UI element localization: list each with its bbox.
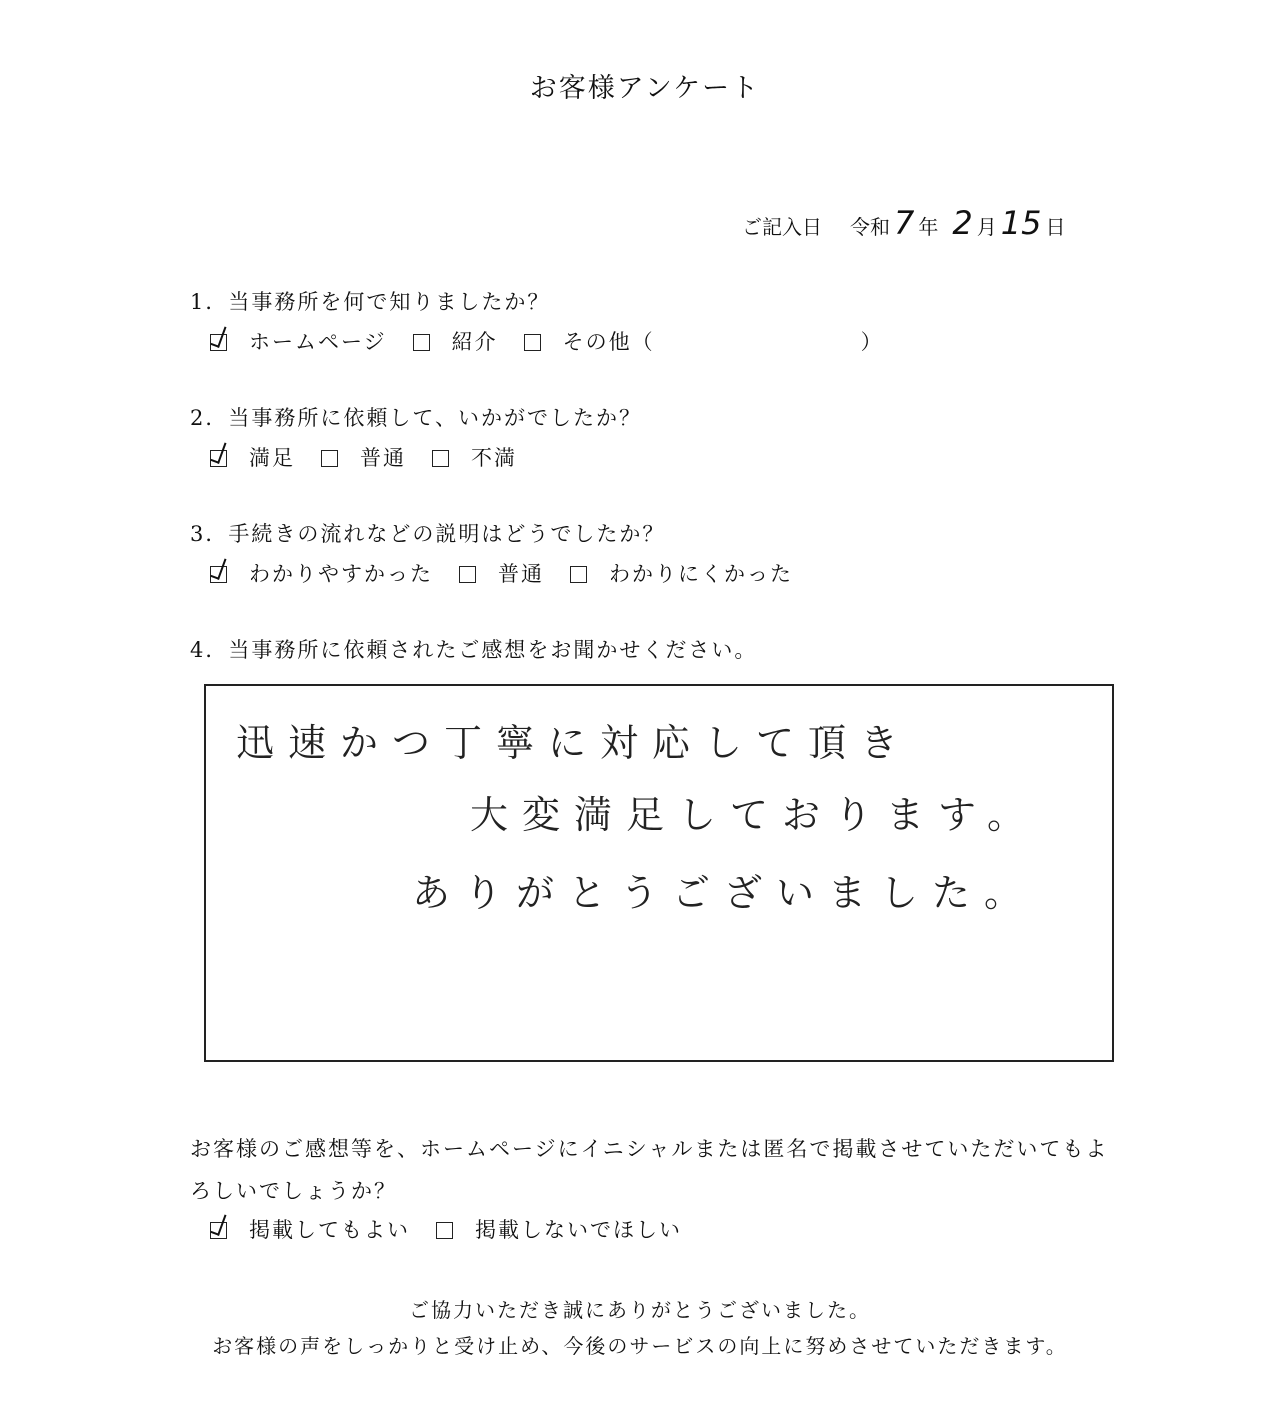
comment-line-1: 迅速かつ丁寧に対応して頂き [236,721,913,765]
option-dissatisfied-label: 不満 [471,446,517,470]
option-publish-ok-label: 掲載してもよい [249,1218,410,1242]
date-label: ご記入日 [742,215,822,239]
publish-question [190,1128,1108,1212]
option-easy-label: わかりやすかった [249,562,433,586]
checkbox-average[interactable] [321,450,338,467]
option-publish-no-label: 掲載しないでほしい [475,1218,682,1242]
option-other-close-paren: ） [860,330,884,354]
date-month-unit: 月 [976,215,997,239]
checkbox-referral[interactable] [413,334,430,351]
date-era: 令和 [850,215,890,239]
checkbox-easy[interactable] [210,566,227,583]
publish-question-line-2: ろしいでしょうか？ [190,1179,397,1203]
comment-line-3: ありがとうございました。 [412,871,1037,915]
option-other-label: その他（ [562,330,655,354]
date-year-value: 7 [894,204,915,242]
checkbox-publish-no[interactable] [436,1222,453,1239]
checkbox-normal[interactable] [459,566,476,583]
checkbox-hard[interactable] [570,566,587,583]
publish-question-line-1: お客様のご感想等を、ホームページにイニシャルまたは匿名で掲載させていただいてもよ [190,1137,1109,1161]
question-2-options [210,442,543,472]
question-3: 3．手続きの流れなどの説明はどうでしたか？ [190,522,666,546]
question-4: 4．当事務所に依頼されたご感想をお聞かせください。 [190,638,758,662]
checkbox-dissatisfied[interactable] [432,450,449,467]
page-title: お客様アンケート [529,73,761,104]
question-2: 2．当事務所に依頼して、いかがでしたか？ [190,406,642,430]
option-satisfied-label: 満足 [249,446,295,470]
footer-line-1: ご協力いただき誠にありがとうございました。 [409,1298,871,1322]
date-year-unit: 年 [918,215,939,239]
date-day-value: 15 [1000,204,1042,242]
checkbox-satisfied[interactable] [210,450,227,467]
publish-options [210,1214,708,1244]
footer-line-2: お客様の声をしっかりと受け止め、今後のサービスの向上に努めさせていただきます。 [212,1334,1068,1358]
option-normal-label: 普通 [498,562,544,586]
date-day-unit: 日 [1045,215,1066,239]
checkbox-homepage[interactable] [210,334,227,351]
option-referral-label: 紹介 [451,330,498,354]
date-entry [742,204,1065,242]
question-1-options [210,326,884,356]
comment-line-2: 大変満足しております。 [470,793,1039,837]
option-average-label: 普通 [360,446,406,470]
checkbox-publish-ok[interactable] [210,1222,227,1239]
checkbox-other[interactable] [524,334,541,351]
question-1: 1．当事務所を何で知りましたか？ [190,290,551,314]
option-homepage-label: ホームページ [249,330,387,354]
option-hard-label: わかりにくかった [609,562,793,586]
date-month-value: 2 [952,204,973,242]
question-3-options [210,558,819,588]
